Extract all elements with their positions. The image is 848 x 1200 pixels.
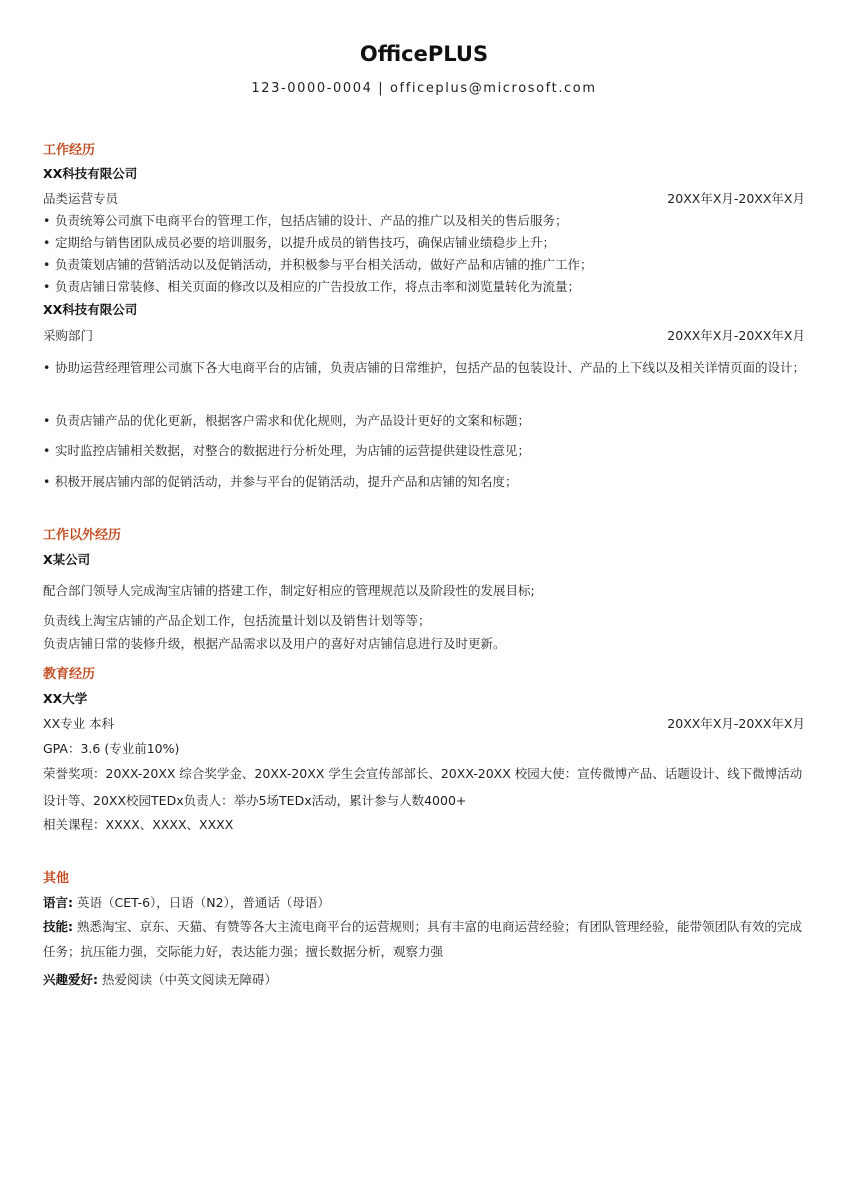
job-duty: • 协助运营经理管理公司旗下各大电商平台的店铺，负责店铺的日常维护，包括产品的包装设计、产品的上下线以及相关详情页面的设计；: [43, 354, 805, 381]
job-period: 20XX年X月-20XX年X月: [667, 328, 805, 343]
honors: 荣誉奖项：20XX-20XX 综合奖学金、20XX-20XX 学生会宣传部部长、20XX-20XX 校园大使：宣传微博产品、话题设计、线下微博活动设计等、20XX校园TEDx负责人：举办5场TEDx活动，累计参与人数4000+: [43, 766, 803, 808]
extra-line: 配合部门领导人完成淘宝店铺的搭建工作，制定好相应的管理规范以及阶段性的发展目标;: [43, 583, 535, 598]
extra-company: X某公司: [43, 552, 91, 567]
job-role: 品类运营专员: [43, 191, 119, 206]
resume-name: OfficePLUS: [359, 42, 489, 66]
skills-line: [43, 914, 805, 964]
section-title-extra: 工作以外经历: [43, 528, 122, 543]
bullet-icon: •: [43, 360, 51, 375]
hobby-label: 兴趣爱好:: [43, 972, 98, 987]
skills-value: 熟悉淘宝、京东、天猫、有赞等各大主流电商平台的运营规则；具有丰富的电商运营经验；有团队管理经验，能带领团队有效的完成任务；抗压能力强，交际能力好，表达能力强；擅长数据分析，观察力强: [43, 919, 802, 959]
job-row: [43, 189, 805, 207]
job-row: [43, 326, 805, 344]
courses: 相关课程：XXXX、XXXX、XXXX: [43, 817, 234, 832]
bullet-icon: •: [43, 235, 51, 250]
bullet-icon: •: [43, 213, 51, 228]
job-duty: • 负责店铺产品的优化更新，根据客户需求和优化规则，为产品设计更好的文案和标题；: [43, 413, 531, 428]
job-duty: • 负责统筹公司旗下电商平台的管理工作，包括店铺的设计、产品的推广以及相关的售后服务；: [43, 213, 568, 228]
skills-label: 技能:: [43, 919, 73, 934]
section-title-other: 其他: [43, 871, 70, 886]
job-company: XX科技有限公司: [43, 166, 138, 181]
bullet-icon: •: [43, 443, 51, 458]
job-duty: • 负责店铺日常装修、相关页面的修改以及相应的广告投放工作，将点击率和浏览量转化为流量；: [43, 279, 581, 294]
contact-info: 123-0000-0004 | officeplus@microsoft.com: [251, 81, 597, 96]
job-duty: • 负责策划店铺的营销活动以及促销活动，并积极参与平台相关活动，做好产品和店铺的推广工作；: [43, 257, 593, 272]
language-line: [43, 893, 330, 911]
bullet-icon: •: [43, 413, 51, 428]
job-period: 20XX年X月-20XX年X月: [667, 191, 805, 206]
bullet-icon: •: [43, 257, 51, 272]
job-company: XX科技有限公司: [43, 302, 138, 317]
job-role: 采购部门: [43, 328, 94, 343]
extra-line: 负责店铺日常的装修升级，根据产品需求以及用户的喜好对店铺信息进行及时更新。: [43, 636, 506, 651]
bullet-icon: •: [43, 279, 51, 294]
education-row: [43, 714, 805, 732]
section-title-education: 教育经历: [43, 667, 96, 682]
gpa: GPA：3.6 (专业前10%): [43, 741, 180, 756]
education-period: 20XX年X月-20XX年X月: [667, 716, 805, 731]
hobby-line: [43, 970, 277, 988]
hobby-value: 热爱阅读（中英文阅读无障碍）: [101, 972, 277, 987]
job-duty: • 积极开展店铺内部的促销活动，并参与平台的促销活动，提升产品和店铺的知名度；: [43, 474, 518, 489]
language-label: 语言:: [43, 895, 73, 910]
school-name: XX大学: [43, 691, 88, 706]
major: XX专业 本科: [43, 716, 115, 731]
section-title-work: 工作经历: [43, 143, 96, 158]
job-duty: • 定期给与销售团队成员必要的培训服务，以提升成员的销售技巧，确保店铺业绩稳步上升；: [43, 235, 556, 250]
language-value: 英语（CET-6），日语（N2），普通话（母语）: [76, 895, 330, 910]
extra-line: 负责线上淘宝店铺的产品企划工作，包括流量计划以及销售计划等等；: [43, 613, 431, 628]
job-duty: • 实时监控店铺相关数据，对整合的数据进行分析处理，为店铺的运营提供建设性意见；: [43, 443, 531, 458]
bullet-icon: •: [43, 474, 51, 489]
